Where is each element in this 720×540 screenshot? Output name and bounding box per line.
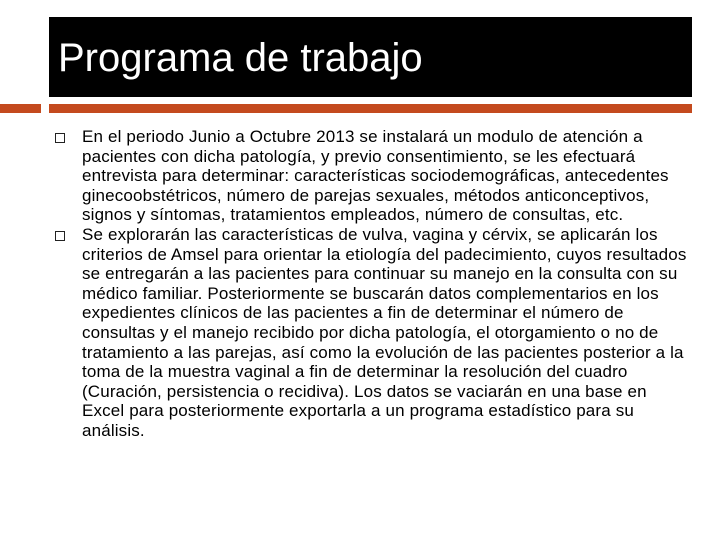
- accent-bar-main: [49, 104, 692, 113]
- accent-bar-left: [0, 104, 41, 113]
- bullet-item: [55, 127, 690, 225]
- hollow-square-bullet-icon: [55, 231, 65, 241]
- hollow-square-bullet-icon: [55, 133, 65, 143]
- bullet-text: Se explorarán las características de vulva, vagina y cérvix, se aplicarán los criterios de Amsel para orientar la etiología del padecimiento, cuyos resultados se entregarán a las pacientes para continuar su manejo en la consulta con su médico familiar. Posteriormente se buscarán datos complementarios en los expedientes clínicos de las pacientes a fin de determinar el número de consultas y el manejo recibido por dicha patología, el otorgamiento o no de tratamiento a las parejas, así como la evolución de las pacientes posterior a la toma de la muestra vaginal a fin de determinar la resolución del cuadro (Curación, persistencia o recidiva). Los datos se vaciarán en una base en Excel para posteriormente exportarla a un programa estadístico para su análisis.: [82, 224, 687, 440]
- slide-title: Programa de trabajo: [58, 36, 423, 80]
- bullet-text: En el periodo Junio a Octubre 2013 se instalará un modulo de atención a pacientes con dicha patología, y previo consentimiento, se les efectuará entrevista para determinar: características sociodemográficas, antecedentes ginecoobstétricos, número de parejas sexuales, métodos anticonceptivos, signos y síntomas, tratamientos empleados, número de consultas, etc.: [82, 127, 669, 225]
- bullet-list: [55, 127, 690, 441]
- bullet-item: [55, 225, 690, 441]
